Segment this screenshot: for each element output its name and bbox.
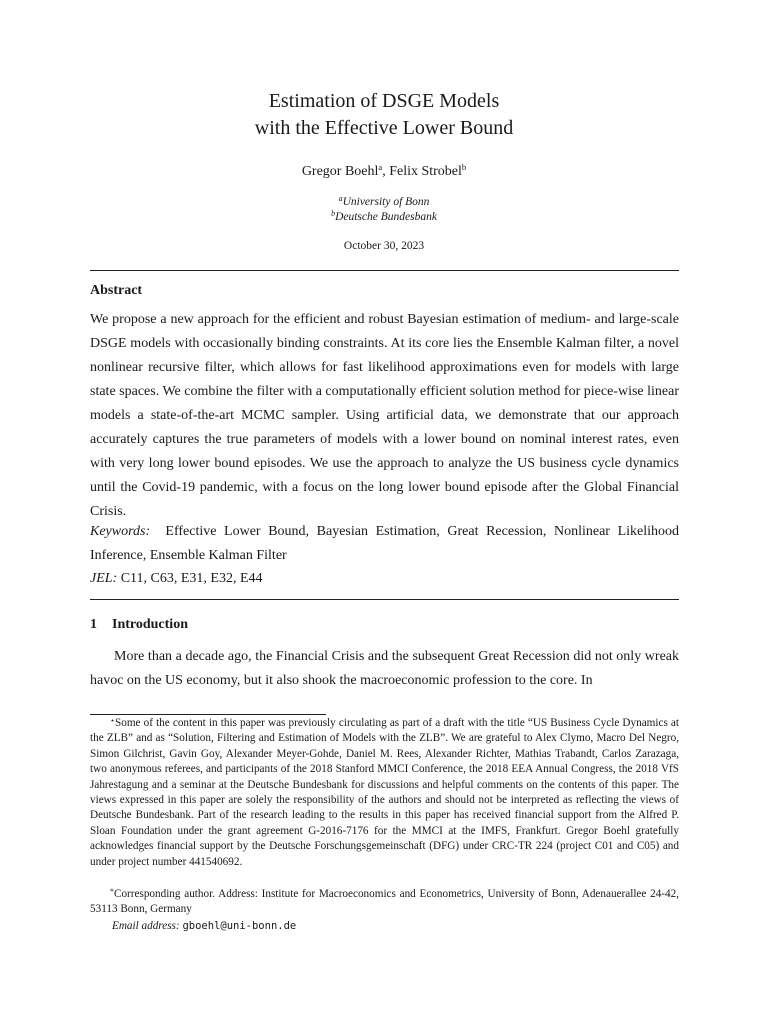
author-separator: , <box>382 164 390 179</box>
affiliation <box>0 210 768 225</box>
abstract-top-rule <box>90 270 679 271</box>
email-label: Email address: <box>112 920 180 932</box>
author-affil-mark: b <box>461 162 467 172</box>
affiliation-mark: b <box>331 209 336 218</box>
keywords-label: Keywords: <box>90 524 151 539</box>
affiliation <box>0 195 768 210</box>
footnote-text: Some of the content in this paper was previously circulating as part of a draft with the title “US Business Cycle Dynamics at the ZLB” and as “Solution, Filtering and Estimation of Models with the ZLB”. We are grateful to Alex Clymo, Macro Del Negro, Simon Gilchrist, Gavin Goy, Alexander Meyer-Gohde, Daniel M. Rees, Alexander Richter, Mathias Trabandt, Carlos Zarazaga, two anonymous referees, and participants of the 2018 Stanford MMCI Conference, the 2018 EEA Annual Congress, the 2018 VfS Jahrestagung and a seminar at the Deutsche Bundesbank for discussions and helpful comments on the contents of this paper. The views expressed in this paper are solely the responsibility of the authors and should not be interpreted as reflecting the views of Deutsche Bundesbank. Part of the research leading to the results in this paper has received financial support from the Alfred P. Sloan Foundation under the grant agreement G-2016-7176 for the MMCI at the IMFS, Frankfurt. Gregor Boehl gratefully acknowledges financial support by the Deutsche Forschungsgemeinschaft (DFG) under CRC-TR 224 (project C01 and C05) and under project number 441540692. <box>90 717 679 868</box>
footnote-rule <box>90 714 326 715</box>
email-line <box>112 919 296 934</box>
affiliation-mark: a <box>338 194 343 203</box>
keywords <box>90 520 679 567</box>
section-heading <box>90 616 188 634</box>
section-title: Introduction <box>112 617 188 632</box>
affiliation-name: Deutsche Bundesbank <box>335 211 437 223</box>
abstract-bottom-rule <box>90 599 679 600</box>
jel-label: JEL: <box>90 571 118 586</box>
footnote-text: Corresponding author. Address: Institute for Macroeconomics and Econometrics, University of Bonn, Adenauerallee 24-42, 53113 Bonn, Germany <box>90 888 679 916</box>
author-name: Gregor Boehl <box>301 164 379 179</box>
jel-codes <box>90 567 679 591</box>
section-number: 1 <box>90 617 97 632</box>
footnote <box>90 716 679 870</box>
email-address[interactable]: gboehl@uni-bonn.de <box>182 920 297 932</box>
author-affil-mark: a <box>378 162 383 172</box>
abstract-text: We propose a new approach for the efficient and robust Bayesian estimation of medium- and large-scale DSGE models with occasionally binding constraints. At its core lies the Ensemble Kalman filter, a novel nonlinear recursive filter, which allows for fast likelihood approximations even for models with large state spaces. We combine the filter with a computationally efficient solution method for piece-wise linear models a state-of-the-art MCMC sampler. Using artificial data, we demonstrate that our approach accurately captures the true parameters of models with a lower bound on nominal interest rates, even with very long lower bound episodes. We use the approach to analyze the US business cycle dynamics until the Covid-19 pandemic, with a focus on the long lower bound episode after the Global Financial Crisis. <box>90 312 679 519</box>
author-name: Felix Strobel <box>389 164 462 179</box>
title-line-2: with the Effective Lower Bound <box>254 117 514 139</box>
title-line-1: Estimation of DSGE Models <box>268 90 500 112</box>
intro-paragraph: More than a decade ago, the Financial Crisis and the subsequent Great Recession did not only wreak havoc on the US economy, but it also shook the macroeconomic profession to the core. In <box>90 649 679 688</box>
jel-text: C11, C63, E31, E32, E44 <box>120 571 263 586</box>
footnote-mark: * <box>110 887 114 896</box>
abstract-heading: Abstract <box>90 283 143 298</box>
paper-title <box>0 88 768 142</box>
footnote <box>90 887 679 918</box>
affiliation-name: University of Bonn <box>342 196 430 208</box>
author-list <box>0 163 768 181</box>
keywords-text: Effective Lower Bound, Bayesian Estimation, Great Recession, Nonlinear Likelihood Inference, Ensemble Kalman Filter <box>90 524 679 563</box>
footnote-mark: ⋆ <box>110 716 116 725</box>
affiliations <box>0 195 768 225</box>
paper-date: October 30, 2023 <box>343 240 425 252</box>
